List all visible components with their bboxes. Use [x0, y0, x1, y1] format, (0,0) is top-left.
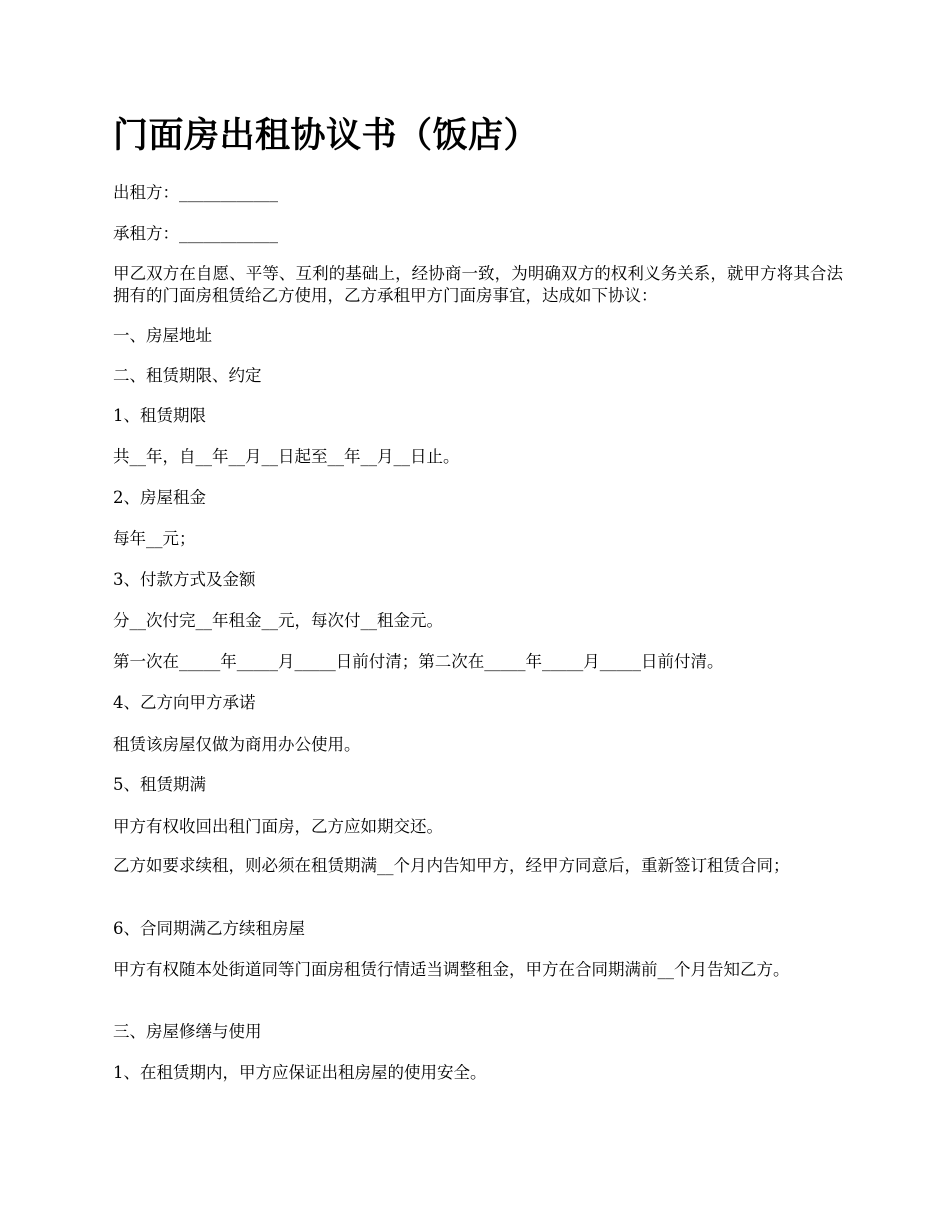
section-heading-term: 二、租赁期限、约定 [113, 366, 262, 385]
promise-text: 租赁该房屋仅做为商用办公使用。 [113, 735, 361, 754]
clause-expiry: 5、租赁期满 [113, 775, 206, 794]
lessor-line: 出租方：____________ [113, 183, 278, 202]
intro-paragraph: 甲乙双方在自愿、平等、互利的基础上，经协商一致，为明确双方的权利义务关系，就甲方将其合法拥有的门面房租赁给乙方使用，乙方承租甲方门面房事宜，达成如下协议： [113, 264, 843, 305]
document-title: 门面房出租协议书（饭店） [113, 115, 540, 156]
clause-rent: 2、房屋租金 [113, 488, 206, 507]
section-heading-maintenance: 三、房屋修缮与使用 [113, 1022, 262, 1041]
expiry-text-1: 甲方有权收回出租门面房，乙方应如期交还。 [113, 817, 443, 836]
maintenance-text-1: 1、在租赁期内，甲方应保证出租房屋的使用安全。 [113, 1063, 487, 1082]
section-heading-address: 一、房屋地址 [113, 326, 212, 345]
expiry-text-2: 乙方如要求续租，则必须在租赁期满__个月内告知甲方，经甲方同意后，重新签订租赁合同； [113, 856, 790, 875]
clause-payment: 3、付款方式及金额 [113, 570, 256, 589]
payment-text-2: 第一次在_____年_____月_____日前付清；第二次在_____年_____月_____日前付清。 [113, 652, 724, 671]
clause-renewal: 6、合同期满乙方续租房屋 [113, 919, 305, 938]
payment-text-1: 分__次付完__年租金__元，每次付__租金元。 [113, 611, 443, 630]
renewal-text: 甲方有权随本处街道同等门面房租赁行情适当调整租金，甲方在合同期满前__个月告知乙方。 [113, 960, 790, 979]
lessee-line: 承租方：____________ [113, 224, 278, 243]
clause-promise: 4、乙方向甲方承诺 [113, 693, 256, 712]
rent-text: 每年__元； [113, 529, 196, 548]
lease-period-text: 共__年，自__年__月__日起至__年__月__日止。 [113, 447, 460, 466]
clause-lease-period: 1、租赁期限 [113, 406, 206, 425]
